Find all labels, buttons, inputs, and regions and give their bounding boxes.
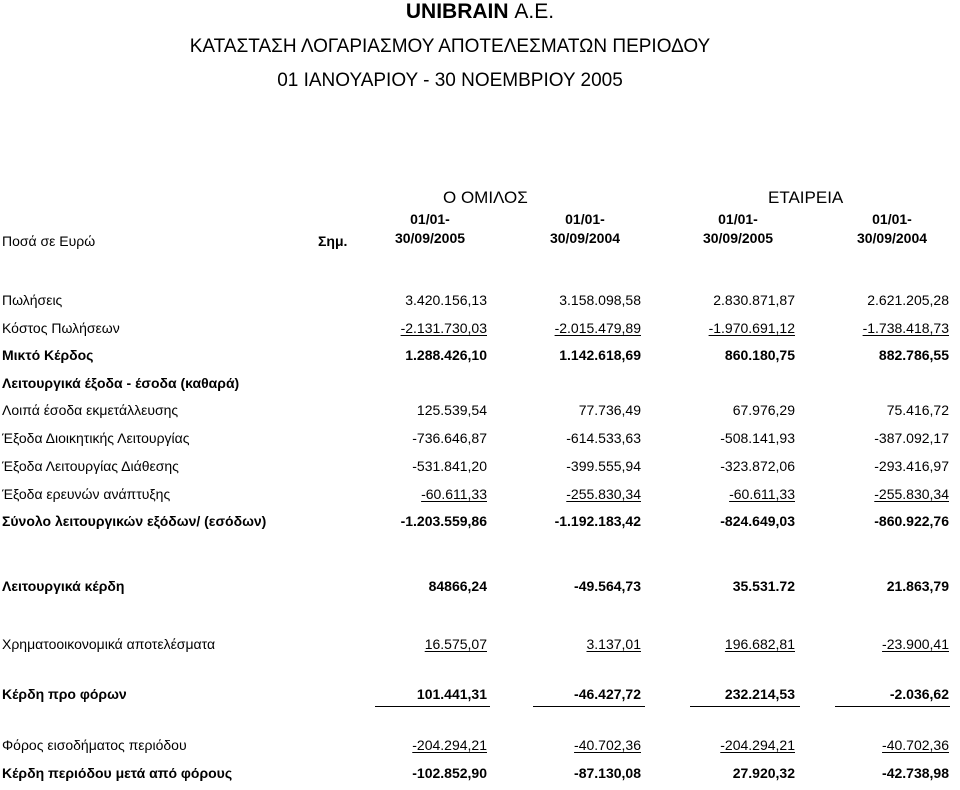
cell-value: 67.976,29 xyxy=(732,402,795,418)
report-period: 01 ΙΑΝΟΥΑΡΙΟΥ - 30 ΝΟΕΜΒΡΙΟΥ 2005 xyxy=(277,70,623,91)
column-header-group-2005 xyxy=(360,210,500,248)
cell-value-wrap xyxy=(655,486,795,502)
cell-value-wrap xyxy=(501,320,641,336)
cell-value: -49.564,73 xyxy=(574,578,641,594)
cell-value-wrap xyxy=(655,636,795,652)
company-heading xyxy=(0,0,960,24)
cell-value: -387.092,17 xyxy=(874,430,949,446)
cell-value: -323.872,06 xyxy=(720,458,795,474)
row-label-admin-expenses: Έξοδα Διοικητικής Λειτουργίας xyxy=(2,430,190,446)
column-header-line2: 30/09/2005 xyxy=(394,230,466,246)
cell-value: 3.420.156,13 xyxy=(405,292,487,308)
column-header-group-2004 xyxy=(515,210,655,248)
cell-value: -204.294,21 xyxy=(720,737,795,753)
cell-value: -40.702,36 xyxy=(882,737,949,753)
amounts-label: Ποσά σε Ευρώ xyxy=(2,233,96,249)
cell-value-wrap xyxy=(501,486,641,502)
cell-value: -860.922,76 xyxy=(874,513,949,529)
company-suffix: Α.Ε. xyxy=(514,0,555,23)
cell-value: 3.158.098,58 xyxy=(559,292,641,308)
cell-value: -293.416,97 xyxy=(874,458,949,474)
cell-value: -255.830,34 xyxy=(874,486,949,502)
cell-value: 101.441,31 xyxy=(416,686,487,702)
row-label-profit-after-tax: Κέρδη περιόδου μετά από φόρους xyxy=(2,765,233,781)
report-title: ΚΑΤΑΣΤΑΣΗ ΛΟΓΑΡΙΑΣΜΟΥ ΑΠΟΤΕΛΕΣΜΑΤΩΝ ΠΕΡΙΟΔΟΥ xyxy=(189,36,711,57)
cell-value: -40.702,36 xyxy=(574,737,641,753)
column-header-company-2004 xyxy=(822,210,960,248)
column-header-line1: 01/01- xyxy=(718,211,758,227)
cell-value-wrap xyxy=(347,320,487,336)
cell-value-wrap xyxy=(501,737,641,753)
cell-value: -87.130,08 xyxy=(574,765,641,781)
row-label-distribution-expenses: Έξοδα Λειτουργίας Διάθεσης xyxy=(2,458,179,474)
row-label-operating-profit: Λειτουργικά κέρδη xyxy=(2,578,125,594)
cell-value: -42.738,98 xyxy=(882,765,949,781)
cell-value: 35.531.72 xyxy=(732,578,795,594)
cell-value: 21.863,79 xyxy=(886,578,949,594)
cell-value: -1.738.418,73 xyxy=(862,320,949,336)
cell-value: -824.649,03 xyxy=(720,513,795,529)
cell-value: -255.830,34 xyxy=(566,486,641,502)
column-header-line2: 30/09/2005 xyxy=(702,230,774,246)
cell-value: 75.416,72 xyxy=(886,402,949,418)
cell-value: 16.575,07 xyxy=(424,636,487,652)
cell-value-wrap xyxy=(347,636,487,652)
company-header: ΕΤΑΙΡΕΙΑ xyxy=(768,188,844,207)
row-label-gross-profit: Μικτό Κέρδος xyxy=(2,347,94,363)
row-label-income-tax: Φόρος εισοδήματος περιόδου xyxy=(2,737,187,753)
cell-value: 196.682,81 xyxy=(724,636,795,652)
divider xyxy=(533,706,645,707)
column-header-line2: 30/09/2004 xyxy=(856,230,928,246)
cell-value-wrap xyxy=(809,320,949,336)
group-header: Ο ΟΜΙΛΟΣ xyxy=(443,188,528,207)
company-name: UNIBRAIN xyxy=(405,0,509,23)
cell-value: -531.841,20 xyxy=(412,458,487,474)
cell-value-wrap xyxy=(347,486,487,502)
cell-value: 882.786,55 xyxy=(878,347,949,363)
cell-value: 125.539,54 xyxy=(416,402,487,418)
divider xyxy=(690,706,800,707)
cell-value: -508.141,93 xyxy=(720,430,795,446)
divider xyxy=(835,706,950,707)
cell-value: -1.192.183,42 xyxy=(554,513,641,529)
cell-value: -102.852,90 xyxy=(412,765,487,781)
cell-value: 3.137,01 xyxy=(586,636,641,652)
cell-value-wrap xyxy=(655,320,795,336)
row-label-other-income: Λοιπά έσοδα εκμετάλλευσης xyxy=(2,402,179,418)
cell-value: -736.646,87 xyxy=(412,430,487,446)
cell-value: -2.036,62 xyxy=(889,686,949,702)
row-label-sales: Πωλήσεις xyxy=(2,292,63,308)
cell-value: -204.294,21 xyxy=(412,737,487,753)
cell-value: -60.611,33 xyxy=(421,486,487,502)
divider xyxy=(375,706,490,707)
cell-value: -614.533,63 xyxy=(566,430,641,446)
row-label-profit-before-tax: Κέρδη προ φόρων xyxy=(2,686,127,702)
cell-value: 860.180,75 xyxy=(724,347,795,363)
cell-value: 77.736,49 xyxy=(578,402,641,418)
cell-value: -2.015.479,89 xyxy=(554,320,641,336)
column-header-line2: 30/09/2004 xyxy=(549,230,621,246)
cell-value-wrap xyxy=(655,737,795,753)
cell-value-wrap xyxy=(809,737,949,753)
cell-value: -1.203.559,86 xyxy=(400,513,487,529)
row-label-total-operating: Σύνολο λειτουργικών εξόδων/ (εσόδων) xyxy=(2,513,267,529)
cell-value: 1.288.426,10 xyxy=(405,347,487,363)
cell-value: -23.900,41 xyxy=(882,636,949,652)
row-label-financial-results: Χρηματοοικονομικά αποτελέσματα xyxy=(2,636,216,652)
row-label-cost-of-sales: Κόστος Πωλήσεων xyxy=(2,320,120,336)
cell-value-wrap xyxy=(809,486,949,502)
cell-value: -399.555,94 xyxy=(566,458,641,474)
cell-value: -2.131.730,03 xyxy=(400,320,487,336)
cell-value: 1.142.618,69 xyxy=(559,347,641,363)
cell-value: 27.920,32 xyxy=(732,765,795,781)
cell-value-wrap xyxy=(809,636,949,652)
column-header-line1: 01/01- xyxy=(565,211,605,227)
cell-value: 84866,24 xyxy=(428,578,487,594)
cell-value: -46.427,72 xyxy=(574,686,641,702)
column-header-line1: 01/01- xyxy=(410,211,450,227)
note-label: Σημ. xyxy=(318,233,348,249)
column-header-line1: 01/01- xyxy=(872,211,912,227)
cell-value-wrap xyxy=(347,737,487,753)
cell-value: -60.611,33 xyxy=(729,486,795,502)
cell-value-wrap xyxy=(501,636,641,652)
cell-value: 2.830.871,87 xyxy=(713,292,795,308)
column-header-company-2005 xyxy=(668,210,808,248)
cell-value: 2.621.205,28 xyxy=(867,292,949,308)
row-label-rnd-expenses: Έξοδα ερευνών ανάπτυξης xyxy=(2,486,171,502)
cell-value: 232.214,53 xyxy=(724,686,795,702)
section-heading-operating: Λειτουργικά έξοδα - έσοδα (καθαρά) xyxy=(2,375,240,391)
cell-value: -1.970.691,12 xyxy=(708,320,795,336)
